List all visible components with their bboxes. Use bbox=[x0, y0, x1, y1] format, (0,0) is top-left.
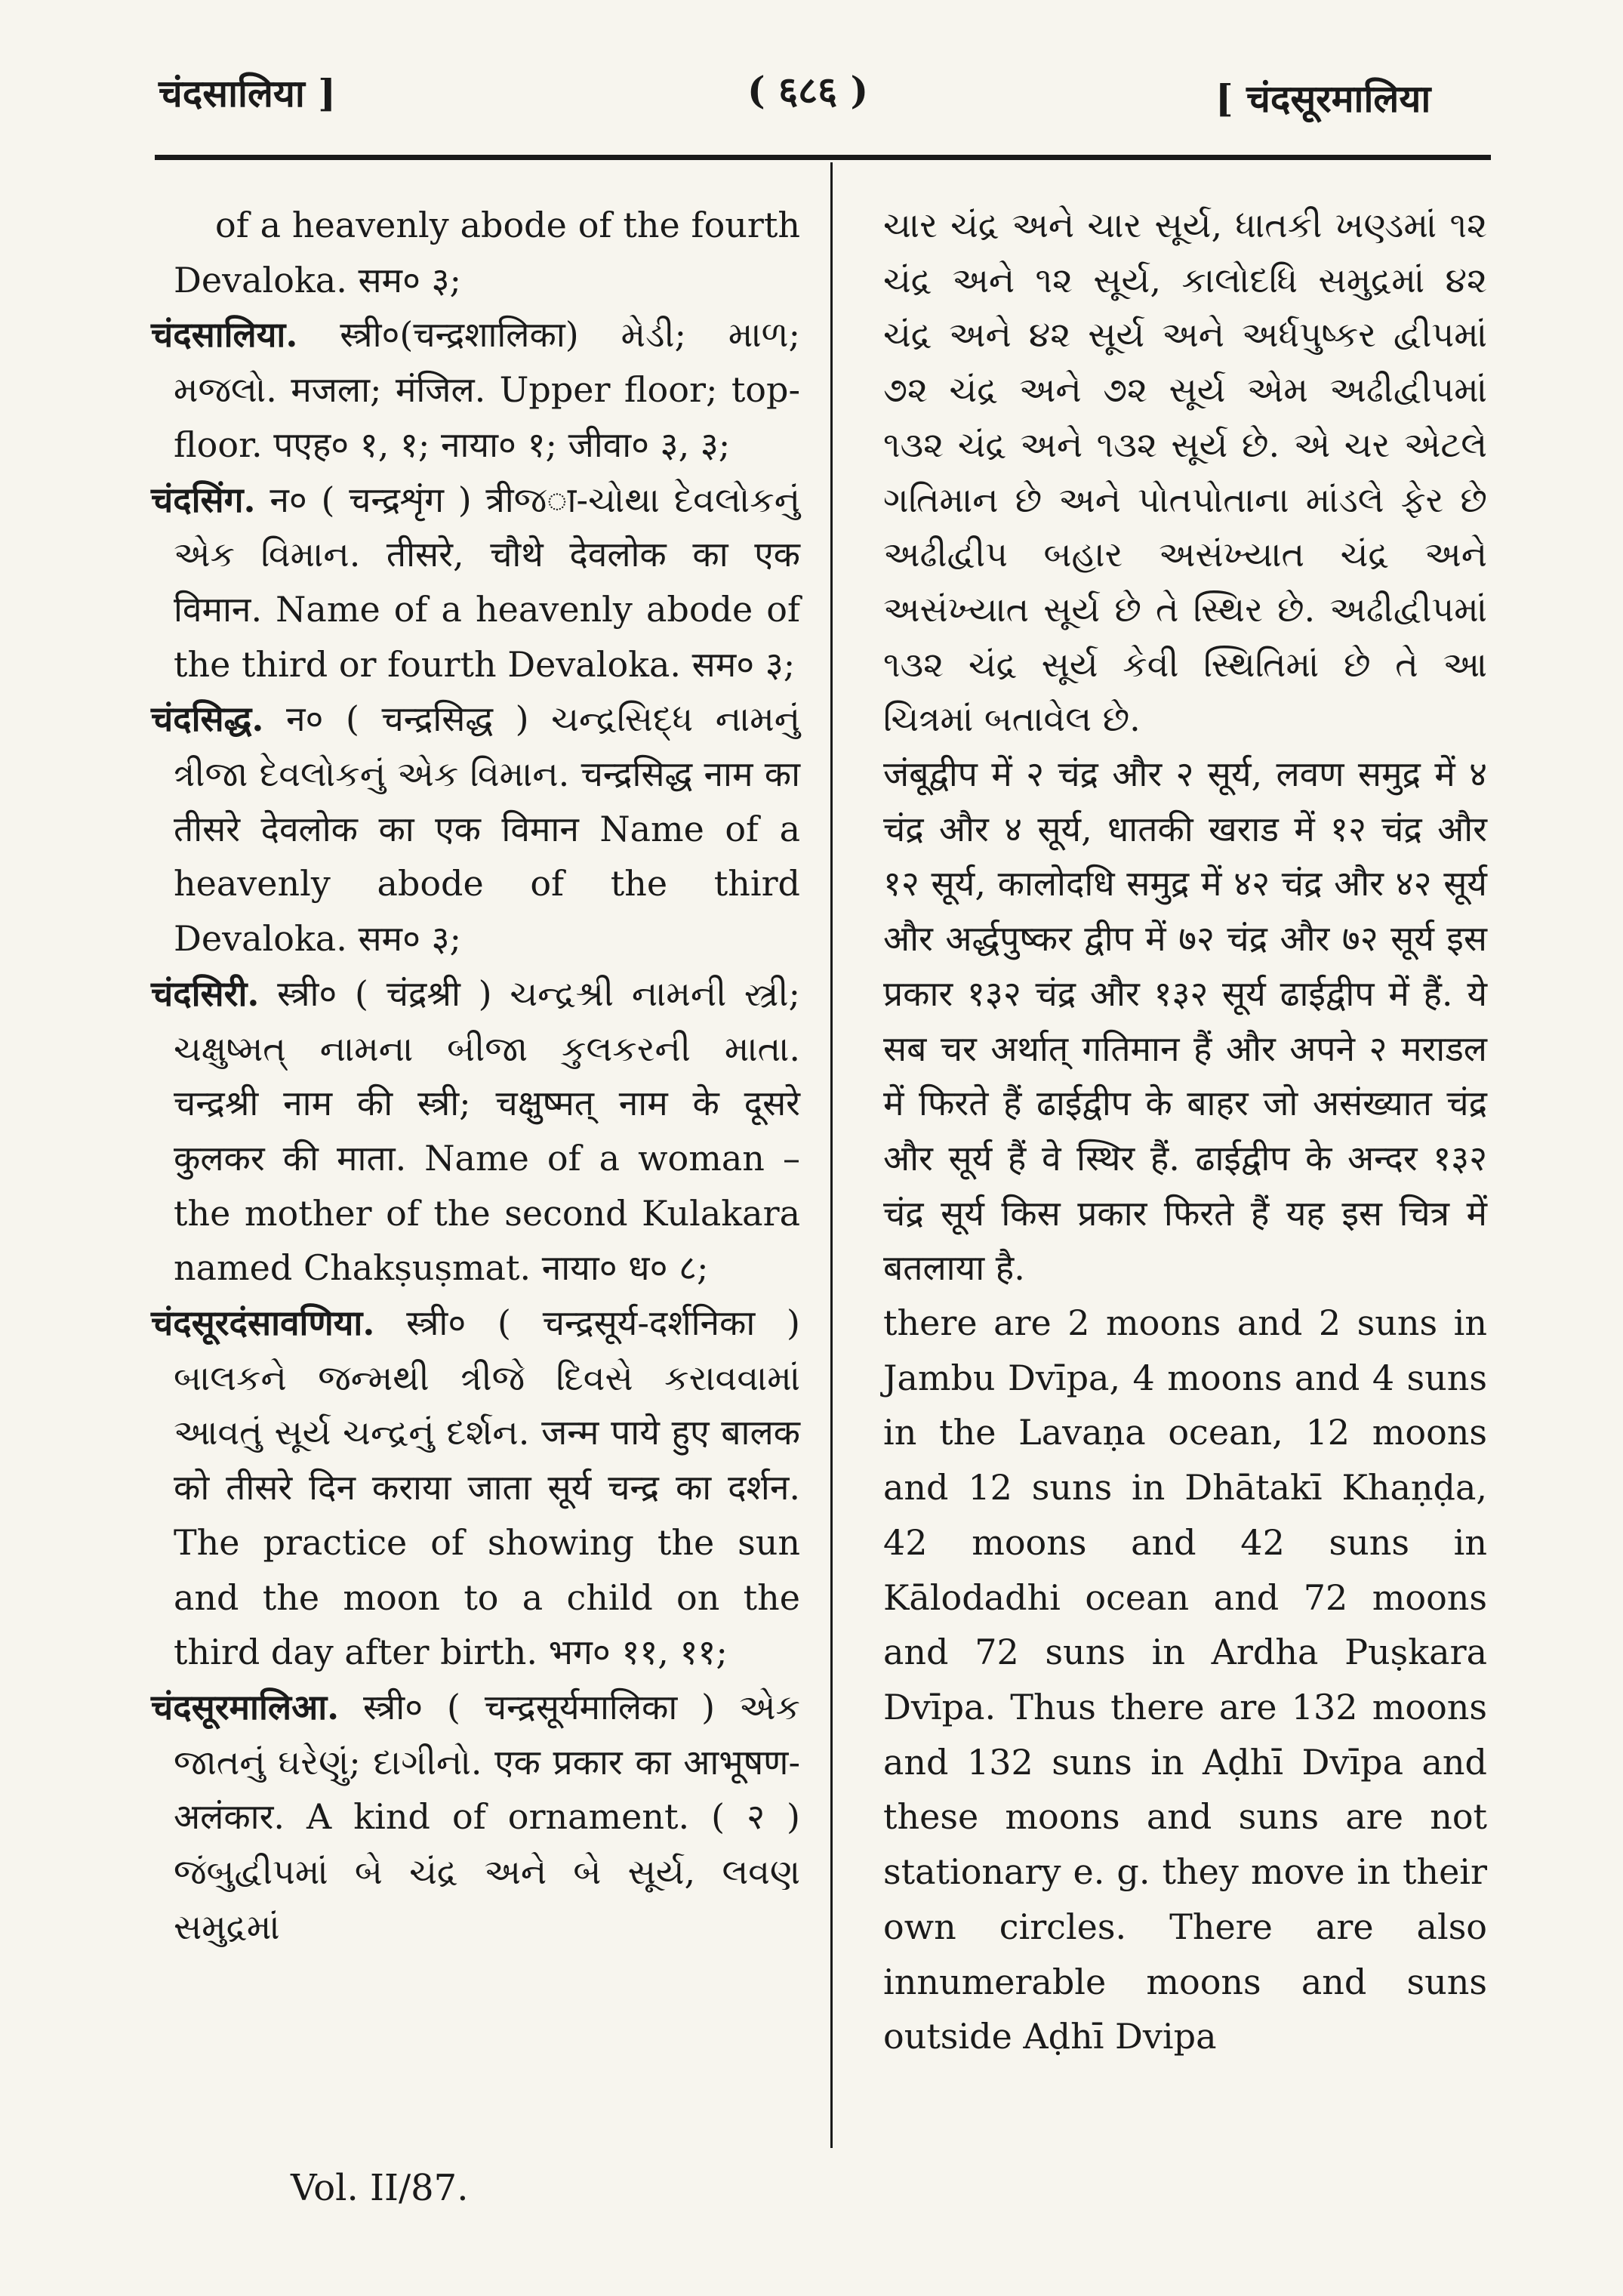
page-number: ( ६८६ ) bbox=[747, 68, 869, 112]
hindi-paragraph: जंबूद्वीप में २ चंद्र और २ सूर्य, लवण समुद्र में ४ चंद्र और ४ सूर्य, धातकी खराड में १२ चंद्र और १२ सूर्य, कालोदधि समुद्र में ४२ चंद्र और ४२ सूर्य और अर्द्धपुष्कर द्वीप में ७२ चंद्र और ७२ सूर्य इस प्रकार १३२ चंद्र और १३२ सूर्य ढाईद्वीप में हैं. ये सब चर अर्थात् गतिमान हैं और अपने २ मराडल में फिरते हैं ढाईद्वीप के बाहर जो असंख्यात चंद्र और सूर्य हैं वे स्थिर हैं. ढाईद्वीप के अन्दर १३२ चंद्र सूर्य किस प्रकार फिरते हैं यह इस चित्र में बतलाया है. bbox=[883, 754, 1487, 1289]
right-column bbox=[883, 198, 1487, 2064]
dictionary-entry bbox=[151, 1680, 801, 1955]
dictionary-entry bbox=[151, 692, 801, 966]
dictionary-entry bbox=[151, 1296, 800, 1680]
entry-headword: चंदसूरदंसावणिया. bbox=[151, 1302, 375, 1344]
entry-headword: चंदसूरमालिआ. bbox=[151, 1686, 340, 1727]
gujarati-paragraph: ચાર ચંદ્ર અને ચાર સૂર્ય, ધાતકી ખણ્ડમાં ૧૨ ચંદ્ર અને ૧૨ સૂર્ય, કાલોદધિ સમુદ્રમાં ૪૨ ચંદ્ર અને ૪૨ સૂર્ય અને અર્ધપુષ્કર દ્વીપમાં ૭૨ ચંદ્ર અને ૭૨ સૂર્ય એમ અઢીદ્વીપમાં ૧૩૨ ચંદ્ર અને ૧૩૨ સૂર્ય છે. એ ચર એટલે ગતિમાન છે અને પોતપોતાના માંડલે ફેર છે અઢીદ્વીપ બહાર અસંખ્યાત ચંદ્ર અને અસંખ્યાત સૂર્ય છે તે સ્થિર છે. અઢીદ્વીપમાં ૧૩૨ ચંદ્ર સૂર્ય કેવી સ્થિતિમાં છે તે આ ચિત્રમાં બતાવેલ છે. bbox=[883, 205, 1487, 740]
entry-headword: चंदसिंग. bbox=[151, 479, 256, 520]
continued-entry-text: of a heavenly abode of the fourth Devaloka. सम० ३; bbox=[174, 205, 800, 300]
left-column bbox=[151, 198, 801, 1955]
entry-definition: स्त्री०(चन्द्रशालिका) મેડી; માળ; મજલો. मजला; मंजिल. Upper floor; top-floor. पएह० १, १; नाया० १; जीवा० ३, ३; bbox=[174, 314, 801, 465]
entry-headword: चंदसिरी. bbox=[151, 972, 260, 1014]
dictionary-entry bbox=[151, 473, 800, 692]
dictionary-entry bbox=[151, 966, 801, 1296]
page-header bbox=[0, 0, 1623, 162]
entry-definition: स्त्री० ( चन्द्रसूर्यमालिका ) એક જાતનું ઘરેણું; દાગીનો. एक प्रकार का आभूषण-अलंकार. A kind of ornament. ( २ ) જંબુદ્વીપમાં બે ચંદ્ર અને બે સૂર્ય, લવણ સમુદ્રમાં bbox=[174, 1686, 801, 1947]
dictionary-entry bbox=[151, 307, 801, 472]
entry-definition: स्त्री० ( चन्द्रसूर्य-दर्शनिका ) બાલકને જન્મથી ત્રીજે દિવસે કરાવવામાં આવતું સૂર્ય ચન્દ્રનું દર્શન. जन्म पाये हुए बालक को तीसरे दिन कराया जाता सूर्य चन्द्र का दर्शन. The practice of showing the sun and the moon to a child on the third day after birth. भग० ११, ११; bbox=[174, 1302, 800, 1673]
entry-definition: न० ( चन्द्रसिद्ध ) ચન્દ્રસિદ્ધ નામનું ત્રીજા દેવલોકનું એક વિમાન. चन्द्रसिद्ध नाम का तीसरे देवलोक का एक विमान Name of a heavenly abode of the third Devaloka. सम० ३; bbox=[174, 698, 801, 960]
volume-footer: Vol. II/87. bbox=[291, 2167, 469, 2209]
column-divider bbox=[830, 162, 833, 2148]
header-rule bbox=[155, 155, 1491, 160]
english-paragraph: there are 2 moons and 2 suns in Jambu Dvīpa, 4 moons and 4 suns in the Lavaṇa ocean, 12 moons and 12 suns in Dhātakī Khaṇḍa, 42 moons and 42 suns in Kālodadhi ocean and 72 moons and 72 suns in Ardha Puṣkara Dvīpa. Thus there are 132 moons and 132 suns in Aḍhī Dvīpa and these moons and suns are not stationary e. g. they move in their own circles. There are also innumerable moons and suns outside Aḍhī Dvipa bbox=[883, 1302, 1487, 2057]
entry-definition: न० ( चन्द्रशृंग ) त्रीજा-ચોથા દેવલોકનું એક વિમાન. तीसरे, चौथे देवलोक का एक विमान. Name of a heavenly abode of the third or fourth Devaloka. सम० ३; bbox=[174, 479, 800, 685]
entry-headword: चंदसालिया. bbox=[151, 314, 298, 356]
running-head-right: [ चंदसूरमालिया bbox=[1215, 76, 1431, 121]
entry-headword: चंदसिद्ध. bbox=[151, 698, 264, 740]
entry-definition: स्त्री० ( चंद्रश्री ) ચન્દ્રશ્રી નામની સ્ત્રી; ચક્ષુષ્મત્ નામના બીજા કુલકરની માતા. चन्द्रश्री नाम की स्त्री; चक्षुष्मत् नाम के दूसरे कुलकर की माता. Name of a woman –the mother of the second Kulakara named Chakṣuṣmat. नाया० ध० ८; bbox=[174, 972, 801, 1289]
running-head-left: चंदसालिया ] bbox=[159, 71, 336, 116]
